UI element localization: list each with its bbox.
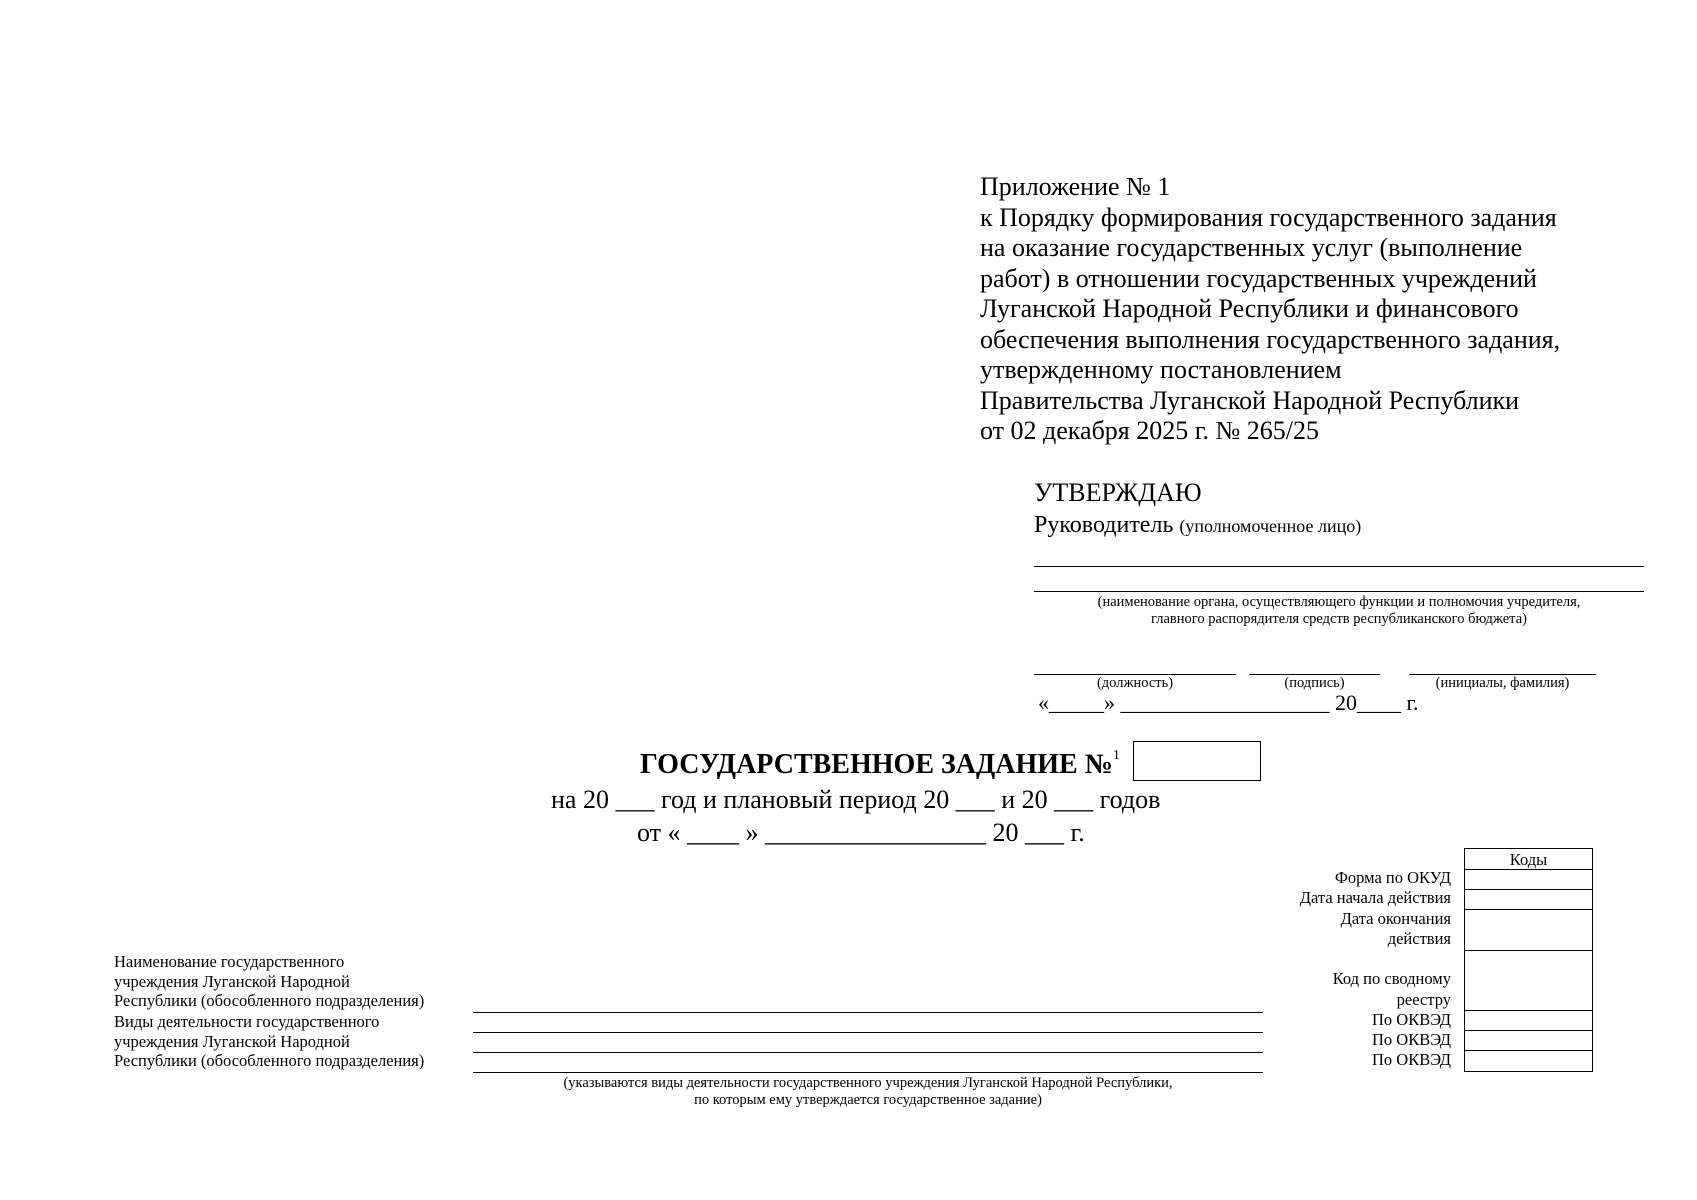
institution-name-label-line: учреждения Луганской Народной — [114, 971, 350, 991]
activity-caption-line: (указываются виды деятельности государственного учреждения Луганской Народной Республики, — [563, 1075, 1173, 1091]
codes-label-okved: По ОКВЭД — [1372, 1010, 1451, 1029]
task-date-line[interactable]: от « ____ » _________________ 20 ___ г. — [637, 818, 1085, 847]
approve-title: УТВЕРЖДАЮ — [1034, 478, 1202, 507]
org-name-line-2[interactable] — [1034, 591, 1644, 592]
codes-divider — [1465, 1010, 1592, 1011]
codes-divider — [1465, 889, 1592, 890]
task-title-text: ГОСУДАРСТВЕННОЕ ЗАДАНИЕ № — [640, 749, 1113, 780]
codes-label-registry-2: реестру — [1396, 990, 1451, 1009]
task-title — [640, 748, 1120, 781]
codes-label-okved: По ОКВЭД — [1372, 1050, 1451, 1069]
institution-name-label-line: Республики (обособленного подразделения) — [114, 991, 425, 1011]
codes-label-start-date: Дата начала действия — [1299, 888, 1451, 907]
org-caption — [1034, 594, 1644, 628]
signature-caption: (подпись) — [1284, 675, 1345, 691]
activity-label-line: учреждения Луганской Народной — [114, 1031, 350, 1051]
activity-label-line: Республики (обособленного подразделения) — [114, 1051, 425, 1071]
codes-divider — [1465, 869, 1592, 870]
institution-name-line[interactable] — [473, 1012, 1263, 1013]
codes-label-registry: Код по сводному — [1332, 969, 1451, 988]
appendix-line: Приложение № 1 — [980, 172, 1171, 201]
appendix-line: Луганской Народной Республики и финансового — [980, 294, 1519, 323]
activity-line-3[interactable] — [473, 1072, 1263, 1073]
activity-label — [114, 1012, 424, 1071]
appendix-line: обеспечения выполнения государственного задания, — [980, 324, 1561, 354]
appendix-line: работ) в отношении государственных учреждений — [980, 263, 1537, 293]
codes-table — [1464, 848, 1593, 1072]
appendix-line: от 02 декабря 2025 г. № 265/25 — [980, 416, 1320, 445]
codes-label-okud: Форма по ОКУД — [1334, 868, 1451, 887]
codes-header: Коды — [1509, 850, 1548, 869]
task-number-field[interactable] — [1133, 741, 1261, 781]
institution-name-label-line: Наименование государственного — [114, 952, 345, 971]
appendix-line: на оказание государственных услуг (выполнение — [980, 233, 1523, 262]
activity-caption-line: по которым ему утверждается государственное задание) — [694, 1092, 1042, 1108]
institution-name-label — [114, 952, 424, 1011]
activity-label-line: Виды деятельности государственного — [114, 1012, 380, 1031]
approval-date-line[interactable]: «_____» ___________________ 20____ г. — [1038, 690, 1419, 715]
approve-head-label: Руководитель — [1034, 512, 1174, 538]
codes-label-end-date-2: действия — [1387, 929, 1451, 948]
appendix-line: к Порядку формирования государственного задания — [980, 202, 1557, 232]
org-caption-line: (наименование органа, осуществляющего функции и полномочия учредителя, — [1097, 594, 1581, 610]
codes-divider — [1465, 909, 1592, 910]
activity-line-1[interactable] — [473, 1032, 1263, 1033]
codes-divider — [1465, 1030, 1592, 1031]
approve-head — [1034, 512, 1361, 539]
appendix-line: утвержденному постановлением — [980, 355, 1342, 384]
approve-head-note: (уполномоченное лицо) — [1179, 516, 1362, 536]
activity-line-2[interactable] — [473, 1052, 1263, 1053]
activity-caption — [473, 1075, 1263, 1109]
appendix-line: Правительства Луганской Народной Республики — [980, 385, 1520, 415]
initials-caption: (инициалы, фамилия) — [1435, 675, 1570, 691]
task-period-line[interactable]: на 20 ___ год и плановый период 20 ___ и 20 ___ годов — [551, 785, 1161, 814]
codes-divider — [1465, 950, 1592, 951]
position-caption: (должность) — [1096, 675, 1174, 691]
codes-divider — [1465, 1050, 1592, 1051]
codes-label-okved: По ОКВЭД — [1372, 1030, 1451, 1049]
org-name-line-1[interactable] — [1034, 566, 1644, 567]
codes-label-end-date: Дата окончания — [1340, 909, 1451, 928]
appendix-header — [980, 172, 1560, 447]
org-caption-line: главного распорядителя средств республиканского бюджета) — [1151, 611, 1527, 627]
footnote-mark: 1 — [1112, 748, 1120, 763]
